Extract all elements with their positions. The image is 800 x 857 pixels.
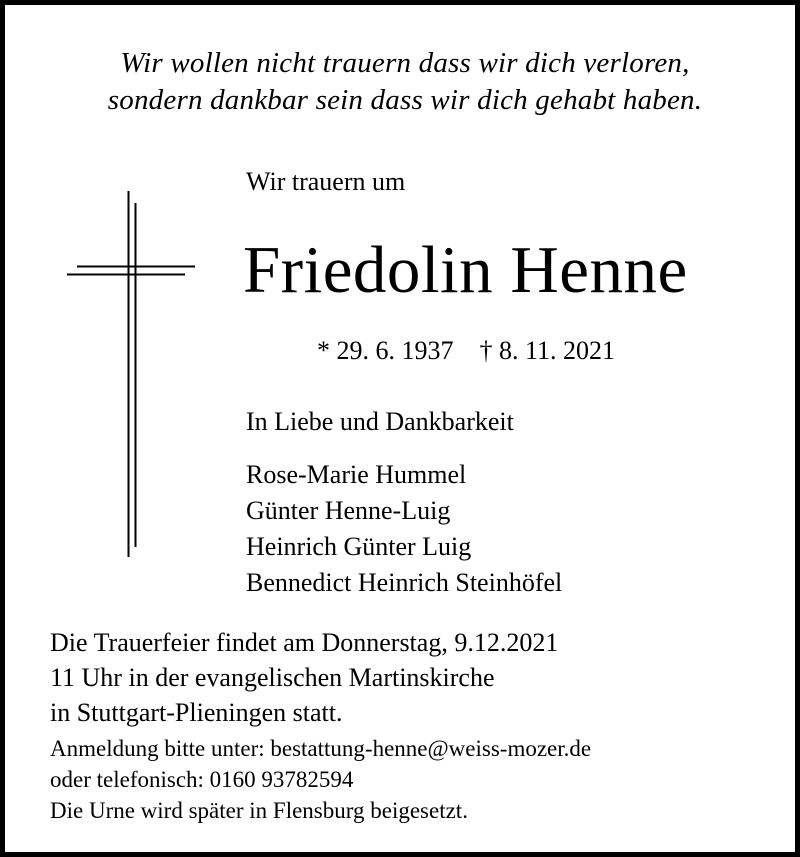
ceremony-info <box>50 625 558 730</box>
death-date: † 8. 11. 2021 <box>479 336 616 365</box>
ceremony-line: 11 Uhr in der evangelischen Martinskirche <box>50 663 495 692</box>
contact-info <box>50 733 591 826</box>
motto-quote <box>5 45 800 119</box>
deceased-name: Friedolin Henne <box>243 233 688 307</box>
ceremony-line: Die Trauerfeier findet am Donnerstag, 9.12.2021 <box>50 628 559 657</box>
contact-line: Anmeldung bitte unter: bestattung-henne@weiss-mozer.de <box>50 736 592 761</box>
intro-text: Wir trauern um <box>246 167 406 196</box>
motto-line-2: sondern dankbar sein dass wir dich gehabt haben. <box>107 84 703 116</box>
farewell-text: In Liebe und Dankbarkeit <box>246 407 514 436</box>
mourner-name: Bennedict Heinrich Steinhöfel <box>246 568 563 597</box>
life-dates <box>317 336 615 366</box>
mourner-name: Rose-Marie Hummel <box>246 460 467 489</box>
mourners-list <box>246 457 562 601</box>
motto-line-1: Wir wollen nicht trauern dass wir dich verloren, <box>120 47 690 79</box>
mourner-name: Günter Henne-Luig <box>246 496 451 525</box>
contact-line: oder telefonisch: 0160 93782594 <box>50 767 354 792</box>
contact-line: Die Urne wird später in Flensburg beigesetzt. <box>50 798 468 823</box>
cross-icon <box>67 191 197 561</box>
birth-date: * 29. 6. 1937 <box>317 336 454 365</box>
ceremony-line: in Stuttgart-Plieningen statt. <box>50 698 343 727</box>
mourner-name: Heinrich Günter Luig <box>246 532 472 561</box>
